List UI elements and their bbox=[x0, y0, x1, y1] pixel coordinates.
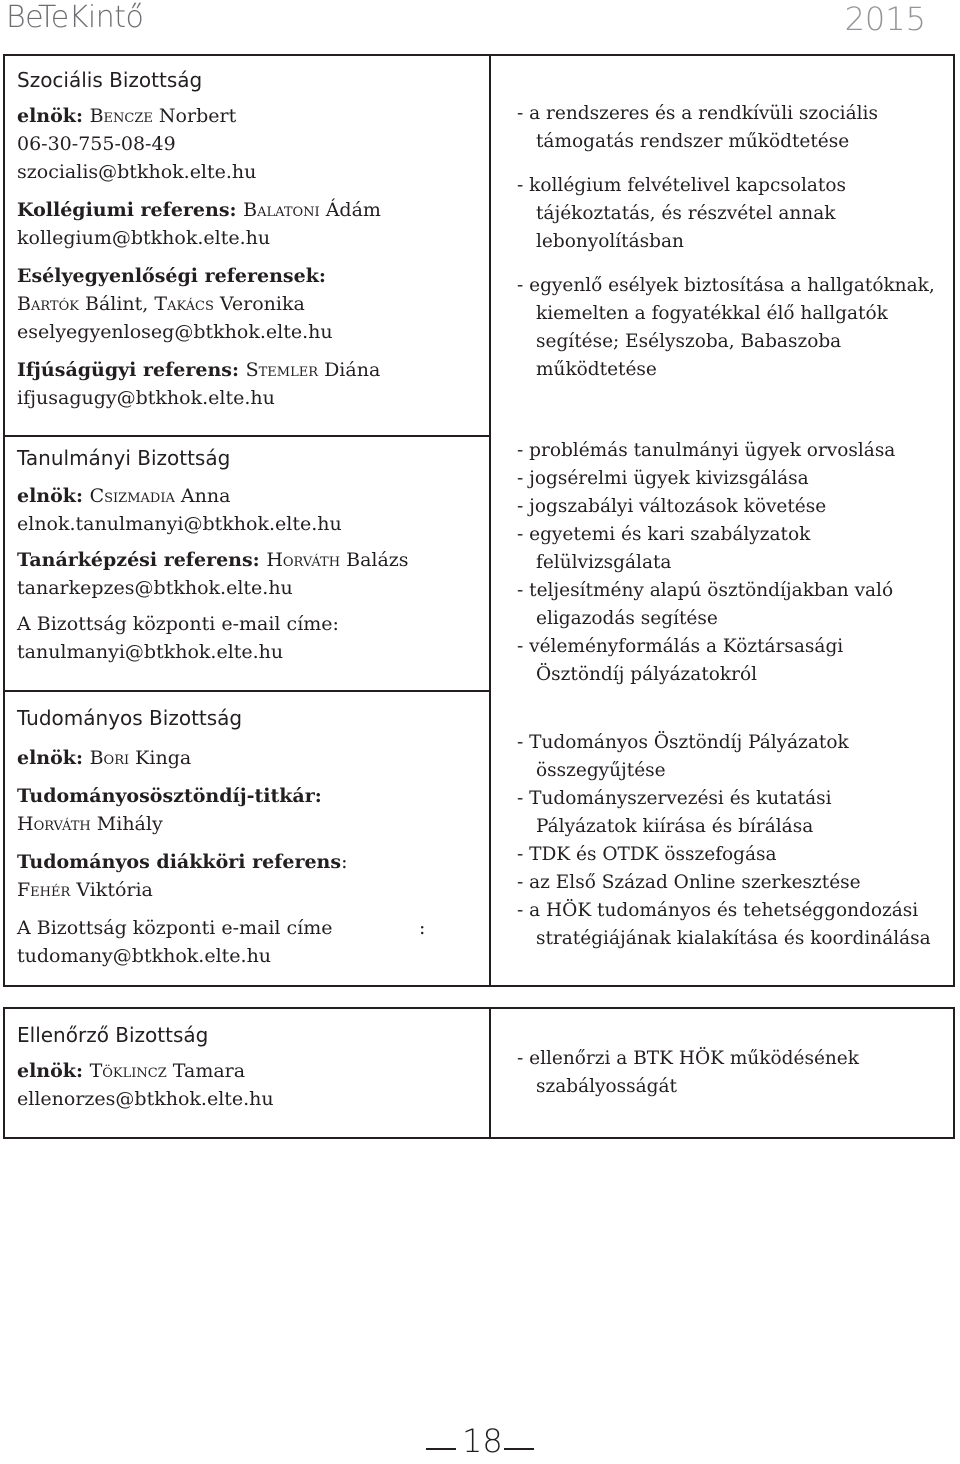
referent-line: Tanárképzési referens: Horváth Balázs bbox=[17, 549, 409, 571]
page-number: 18 bbox=[462, 1422, 503, 1460]
referent-names: Horváth Mihály bbox=[17, 813, 163, 835]
ellenorzo-section bbox=[17, 1023, 483, 1113]
task-item: - teljesítmény alapú ösztöndíjakban való eligazodás segítése bbox=[517, 580, 894, 629]
ellenorzo-tasks bbox=[517, 1045, 953, 1101]
phone-number: 06-30-755-08-49 bbox=[17, 133, 176, 155]
task-item: - kollégium felvételivel kapcsolatos tájékoztatás, és részvétel annak lebonyolításban bbox=[517, 175, 846, 252]
header-year: 2015 bbox=[844, 0, 926, 38]
referent-names: Fehér Viktória bbox=[17, 879, 153, 901]
task-item: - jogszabályi változások követése bbox=[517, 496, 827, 517]
email-link[interactable]: ifjusagugy@btkhok.elte.hu bbox=[17, 387, 275, 409]
task-item: - problémás tanulmányi ügyek orvoslása bbox=[517, 440, 896, 461]
task-item: - Tudományos Ösztöndíj Pályázatok összegyűjtése bbox=[517, 732, 849, 781]
tudomanyos-tasks bbox=[517, 729, 953, 953]
referent-label: Tudományosösztöndíj-titkár: bbox=[17, 785, 322, 807]
task-item: - egyenlő esélyek biztosítása a hallgatóknak, kiemelten a fogyatékkal élő hallgatók segítése; Esélyszoba, Babaszoba működtetése bbox=[517, 275, 935, 380]
chair-line: elnök: Töklincz Tamara bbox=[17, 1060, 246, 1082]
section-title: Szociális Bizottság bbox=[17, 68, 203, 92]
section-title: Tudományos Bizottság bbox=[17, 706, 243, 730]
referent-names: Bartók Bálint, Takács Veronika bbox=[17, 293, 305, 315]
footer-dash-left bbox=[426, 1448, 456, 1450]
email-link[interactable]: tanulmanyi@btkhok.elte.hu bbox=[17, 641, 284, 663]
tanulmanyi-tasks bbox=[517, 437, 953, 689]
central-email-label: A Bizottság központi e-mail címe : bbox=[17, 917, 426, 939]
task-item: - egyetemi és kari szabályzatok felülvizsgálata bbox=[517, 524, 811, 573]
chair-line: elnök: Csizmadia Anna bbox=[17, 485, 231, 507]
chair-line: elnök: Bori Kinga bbox=[17, 747, 192, 769]
email-link[interactable]: eselyegyenloseg@btkhok.elte.hu bbox=[17, 321, 333, 343]
task-item: - Tudományszervezési és kutatási Pályázatok kiírása és bírálása bbox=[517, 788, 832, 837]
referent-line: Ifjúságügyi referens: Stemler Diána bbox=[17, 359, 381, 381]
tudomanyos-section bbox=[17, 706, 483, 970]
ellenorzo-table bbox=[3, 1007, 955, 1139]
szocialis-tasks bbox=[517, 100, 953, 384]
section-title: Tanulmányi Bizottság bbox=[17, 446, 231, 470]
chair-line: elnök: Bencze Norbert bbox=[17, 105, 237, 127]
task-item: - a rendszeres és a rendkívüli szociális támogatás rendszer működtetése bbox=[517, 103, 878, 152]
row-divider-2 bbox=[5, 690, 489, 692]
referent-line: Kollégiumi referens: Balatoni Ádám bbox=[17, 199, 381, 221]
task-item: - ellenőrzi a BTK HÖK működésének szabályosságát bbox=[517, 1048, 859, 1097]
section-title: Ellenőrző Bizottság bbox=[17, 1023, 209, 1047]
szocialis-section bbox=[17, 68, 483, 412]
task-item: - jogsérelmi ügyek kivizsgálása bbox=[517, 468, 809, 489]
column-divider bbox=[489, 56, 491, 985]
row-divider-1 bbox=[5, 435, 489, 437]
tanulmanyi-section bbox=[17, 446, 483, 666]
committees-table bbox=[3, 54, 955, 987]
task-item: - az Első Század Online szerkesztése bbox=[517, 872, 861, 893]
footer-dash-right bbox=[504, 1448, 534, 1450]
email-link[interactable]: szocialis@btkhok.elte.hu bbox=[17, 161, 257, 183]
referent-label: Tudományos diákköri referens: bbox=[17, 851, 348, 873]
task-item: - véleményformálás a Köztársasági Ösztöndíj pályázatokról bbox=[517, 636, 844, 685]
central-email-label: A Bizottság központi e-mail címe: bbox=[17, 613, 339, 635]
email-link[interactable]: ellenorzes@btkhok.elte.hu bbox=[17, 1088, 274, 1110]
magazine-brand: BeTeKintő bbox=[6, 0, 144, 35]
referent-label: Esélyegyenlőségi referensek: bbox=[17, 265, 326, 287]
page-footer bbox=[0, 1420, 960, 1460]
email-link[interactable]: elnok.tanulmanyi@btkhok.elte.hu bbox=[17, 513, 342, 535]
email-link[interactable]: tanarkepzes@btkhok.elte.hu bbox=[17, 577, 293, 599]
task-item: - TDK és OTDK összefogása bbox=[517, 844, 777, 865]
email-link[interactable]: kollegium@btkhok.elte.hu bbox=[17, 227, 271, 249]
task-item: - a HÖK tudományos és tehetséggondozási stratégiájának kialakítása és koordinálása bbox=[517, 900, 931, 949]
page-header bbox=[0, 0, 960, 40]
column-divider bbox=[489, 1009, 491, 1137]
email-link[interactable]: tudomany@btkhok.elte.hu bbox=[17, 945, 272, 967]
